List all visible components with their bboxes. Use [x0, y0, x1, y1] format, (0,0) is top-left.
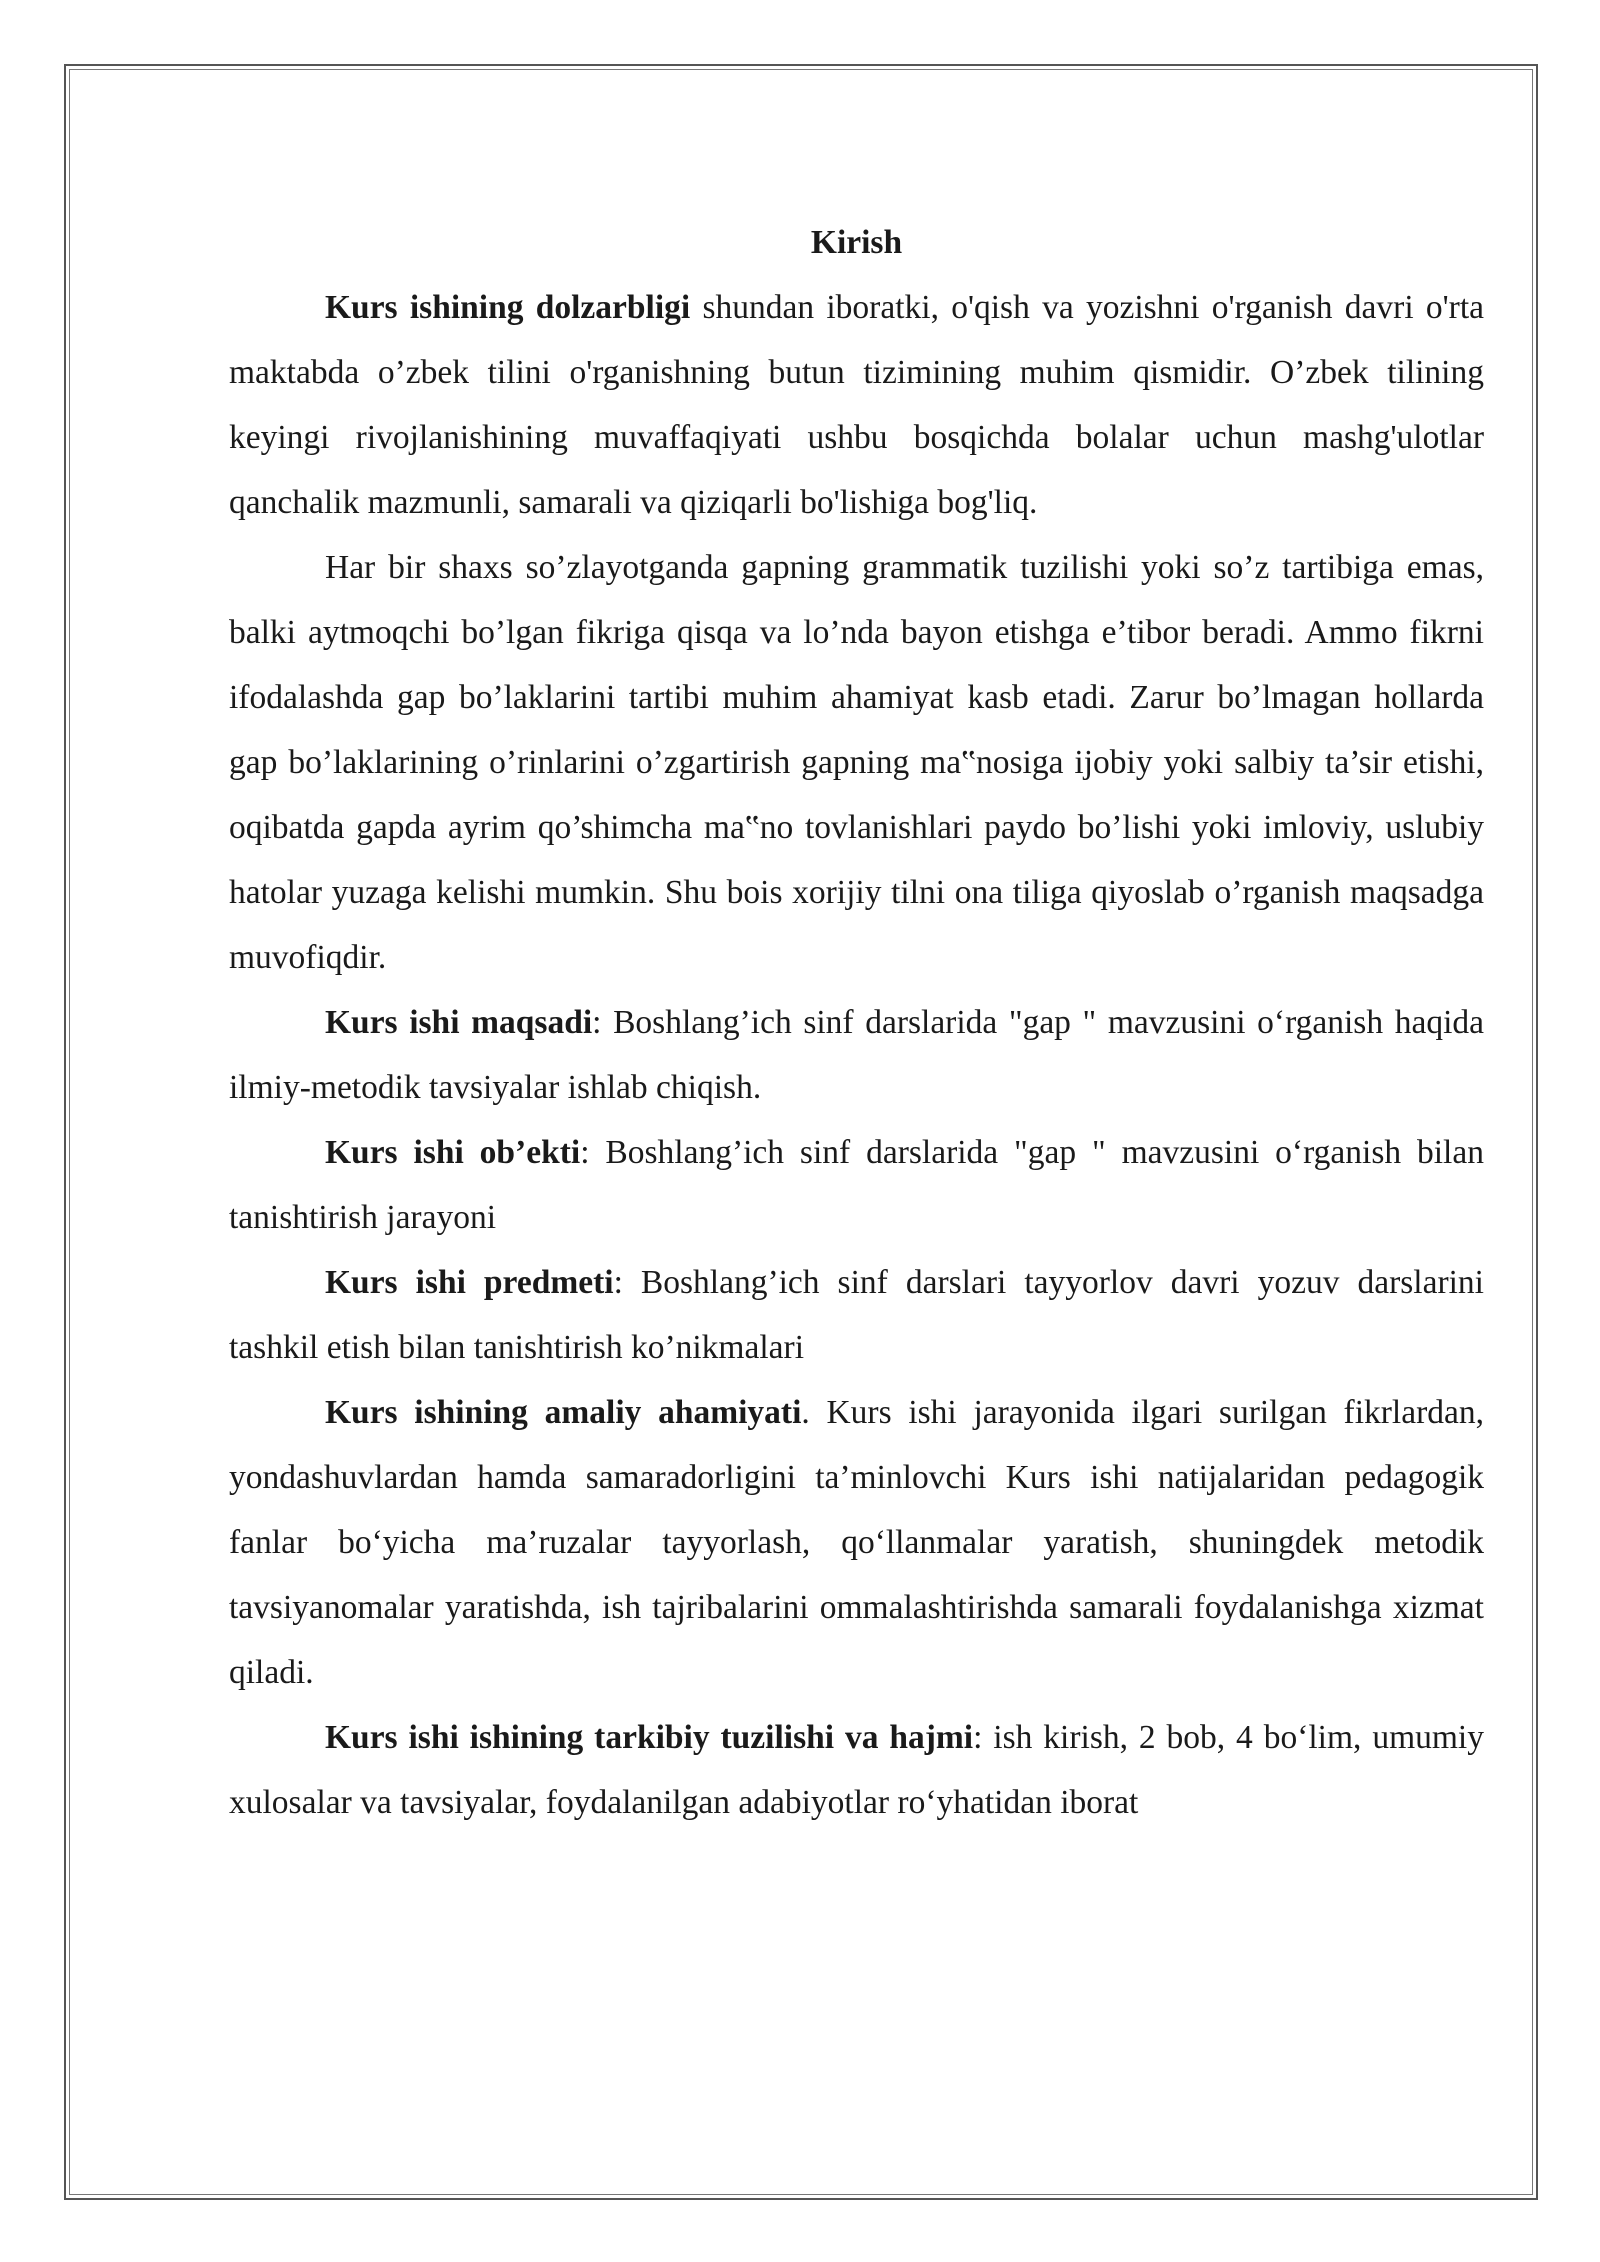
- paragraph-tuzilish: [229, 1705, 1484, 1835]
- paragraph-lead: Kurs ishi maqsadi: [325, 1004, 593, 1041]
- paragraph-text: : Boshlang’ich sinf darslarida "gap " mavzusini o‘rganish bilan tanishtirish jarayoni: [229, 1134, 1484, 1236]
- document-body: [229, 210, 1484, 1835]
- paragraph-text: shundan iboratki, o'qish va yozishni o'rganish davri o'rta maktabda o’zbek tilini o'rganishning butun tizimining muhim qismidir. O’zbek tilining keyingi rivojlanishining muvaffaqiyati ushbu bosqichda bolalar uchun mashg'ulotlar qanchalik mazmunli, samarali va qiziqarli bo'lishiga bog'liq.: [229, 289, 1484, 521]
- paragraph-predmet: [229, 1250, 1484, 1380]
- paragraph-gap-tartibi: [229, 535, 1484, 990]
- paragraph-maqsad: [229, 990, 1484, 1120]
- paragraph-text: . Kurs ishi jarayonida ilgari surilgan fikrlardan, yondashuvlardan hamda samaradorligini ta’minlovchi Kurs ishi natijalaridan pedagogik fanlar bo‘yicha ma’ruzalar tayyorlash, qo‘llanmalar yaratish, shuningdek metodik tavsiyanomalar yaratishda, ish tajribalarini ommalashtirishda samarali foydalanishga xizmat qiladi.: [229, 1394, 1485, 1691]
- paragraph-text: : Boshlang’ich sinf darslarida "gap " mavzusini o‘rganish haqida ilmiy-metodik tavsiyalar ishlab chiqish.: [229, 1004, 1484, 1106]
- paragraph-text: : ish kirish, 2 bob, 4 bo‘lim, umumiy xulosalar va tavsiyalar, foydalanilgan adabiyotlar ro‘yhatidan iborat: [229, 1719, 1484, 1821]
- paragraph-lead: Kurs ishi ob’ekti: [325, 1134, 581, 1171]
- paragraph-lead: Kurs ishi predmeti: [325, 1264, 614, 1301]
- paragraph-lead: Kurs ishi ishining tarkibiy tuzilishi va hajmi: [325, 1719, 974, 1756]
- paragraph-text: Har bir shaxs so’zlayotganda gapning grammatik tuzilishi yoki so’z tartibiga emas, balki aytmoqchi bo’lgan fikriga qisqa va lo’nda bayon etishga e’tibor beradi. Ammo fikrni ifodalashda gap bo’laklarini tartibi muhim ahamiyat kasb etadi. Zarur bo’lmagan hollarda gap bo’laklarining o’rinlarini o’zgartirish gapning ma‟nosiga ijobiy yoki salbiy ta’sir etishi, oqibatda gapda ayrim qo’shimcha ma‟no tovlanishlari paydo bo’lishi yoki imloviy, uslubiy hatolar yuzaga kelishi mumkin. Shu bois xorijiy tilni ona tiliga qiyoslab o’rganish maqsadga muvofiqdir.: [229, 549, 1484, 976]
- document-title: Kirish: [810, 224, 903, 261]
- paragraph-lead: Kurs ishining amaliy ahamiyati: [325, 1394, 802, 1431]
- paragraph-dolzarblik: [229, 275, 1484, 535]
- paragraph-lead: Kurs ishining dolzarbligi: [325, 289, 691, 326]
- paragraph-text: : Boshlang’ich sinf darslari tayyorlov davri yozuv darslarini tashkil etish bilan tanishtirish ko’nikmalari: [229, 1264, 1484, 1366]
- paragraph-amaliy-ahamiyat: [229, 1380, 1484, 1705]
- paragraph-obekt: [229, 1120, 1484, 1250]
